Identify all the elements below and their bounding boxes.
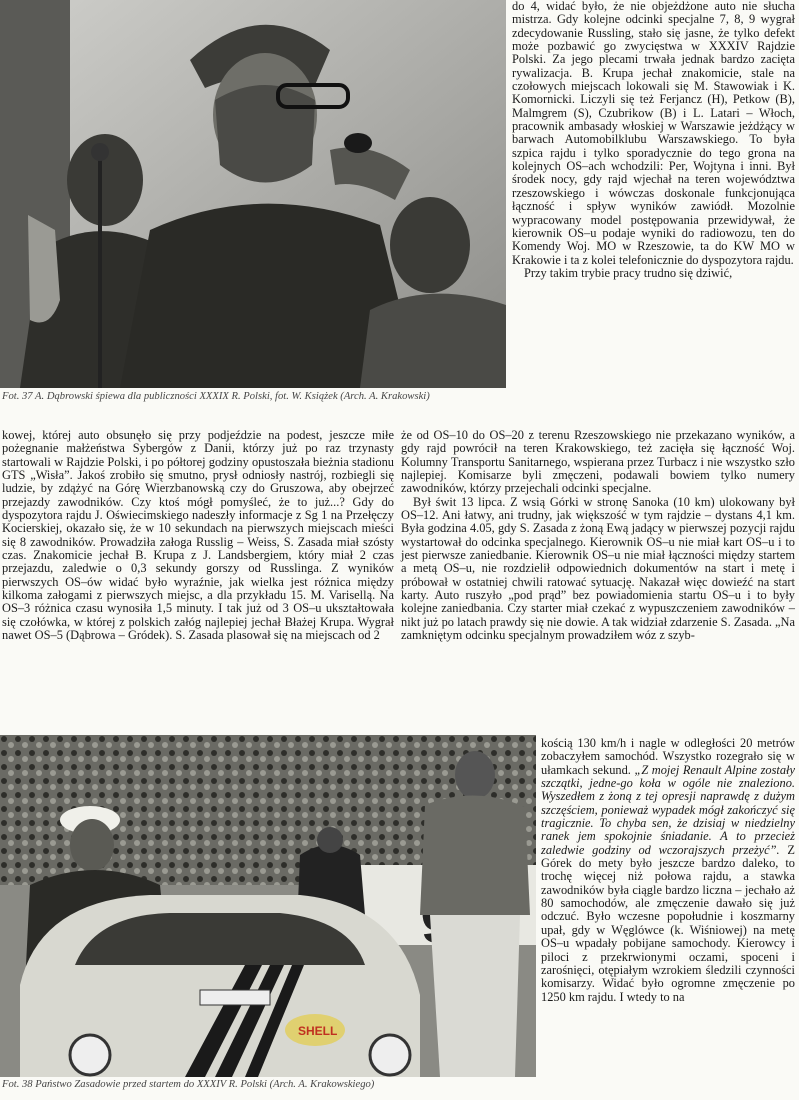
photo-caption: Fot. 38 Państwo Zasadowie przed startem do XXXIV R. Polski (Arch. A. Krakowskiego)	[2, 1079, 375, 1090]
text-run: kością 130 km/h i nagle w odległości 20 metrów zobaczyłem samochód. Wszystko rozegrało się w ułamkach sekund.	[541, 736, 795, 777]
paragraph: Przy takim trybie pracy trudno się dziwić,	[524, 265, 733, 280]
text-column-right-bottom	[541, 737, 795, 1004]
shell-logo-text: SHELL	[298, 1024, 338, 1038]
paragraph	[541, 737, 795, 1004]
text-column-right-top	[512, 0, 795, 280]
paragraph: że od OS–10 do OS–20 z terenu Rzeszowskiego nie przekazano wyników, a gdy rajd powrócił na teren Krakowskiego, też zacięła się łączność Woj. Kolumny Transportu Sanitarnego, wspierana przez Turbacz i nie wszystko szło najlepiej. Komisarze byli zmęczeni, podawali bowiem tylko numery zawodników, którzy przejechali odcinki specjalne.	[401, 428, 795, 496]
text-run: Z Górek do mety było jeszcze bardzo daleko, to trochę więcej niż połowa rajdu, a stawka zawodników była ciągle bardzo liczna – jechało aż 80 samochodów, ale zmęczenie dawało się już odczuć. Było wczesne popołudnie i koszmarny upał, gdy w Węglówce (k. Wiśniowej) na metę OS–u wpadały pobijane samochody. Kierowcy i piloci z przekrwionymi oczami, spoceni i zarośnięci, otępiałym wzrokiem śledzili czynności komisarzy. Widać było ogromne zmęczenie po 1250 km rajdu. I wtedy to na	[541, 842, 795, 1004]
text-column-left-middle	[2, 429, 394, 643]
photo-singer	[0, 0, 506, 388]
photo-rally-car	[0, 735, 536, 1077]
text-column-right-middle	[401, 429, 795, 643]
photo-caption: Fot. 37 A. Dąbrowski śpiewa dla publiczności XXXIX R. Polski, fot. W. Książek (Arch. A. Krakowski)	[2, 391, 430, 402]
paragraph: kowej, której auto obsunęło się przy podjeździe na podest, jeszcze miłe pożegnanie małżeństwa Sybergów z Danii, którzy już po raz trzynasty startowali w Rajdzie Polski, i po półtorej godziny opustoszała bieżnia stadionu GTS „Wisła”. Jakoś zrobiło się smutno, prysł odniosły nastrój, rozbiegli się ludzie, by zdążyć na Górę Wierzbanowską czy do Gruszowa, aby obejrzeć przejazdy zawodników. Czy ktoś mógł pomyśleć, że to już...? Gdy do dyspozytora rajdu J. Oświecimskiego nadeszły informacje z Sg 1 na Przełęczy Kocierskiej, okazało się, że w 10 sekundach na pierwszych miejscach mieści się 8 zawodników. Prowadziła załoga Russlig – Weiss, S. Zasada miał szósty czas. Znakomicie jechał B. Krupa z J. Landsbergiem, który miał 2 czas przejazdu, zaledwie o 0,3 sekundy gorszy od Russlinga. Z wyników pierwszych OS–ów widać było wyraźnie, jak wielka jest różnica między kilkoma załogami z pierwszych miejsc, a dla przykładu 15. M. Varisellą. Na OS–3 różnica czasu wynosiła 1,5 minuty. I tak już od 3 OS–u ukształtowała się czołówka, w której z polskich załóg najlepiej jechał Błażej Krupa. Wygrał nawet OS–5 (Dąbrowa – Gródek). S. Zasada plasował się na miejscach od 2	[2, 428, 394, 643]
paragraph: do 4, widać było, że nie objeżdżone auto nie słucha mistrza. Gdy kolejne odcinki specjalne 7, 8, 9 wygrał zdecydowanie Russling, stało się jasne, że tylko defekt może pozbawić go zwycięstwa w XXXIV Rajdzie Polski. Za jego plecami trwała jednak bardzo zacięta rywalizacja. B. Krupa jechał znakomicie, stale na czołowych miejscach lokowali się M. Stawowiak i K. Komornicki. Liczyli się też Ferjancz (H), Petkow (B), Malmgrem (S), Czubrikow (B) i L. Latari – Włoch, pracownik ambasady włoskiej w Warszawie jeżdżący w barwach Automobilklubu Warszawskiego. To była szpica rajdu i tylko sporadycznie do tego grona na kolejnych OS–ach wchodzili: Per, Wojtyna i inni. Był środek nocy, gdy rajd wjechał na teren województwa rzeszowskiego i wówczas doskonale funkcjonująca łączność i spływ wyników zawiódł. Mozolnie wypracowany model postępowania przewidywał, że kierownik OS–u podaje wyniki do radiowozu, ten do Komendy Woj. MO w Rzeszowie, ta do KW MO w Krakowie i ta z kolei telefonicznie do dyspozytora rajdu.	[512, 0, 795, 267]
quote-text: „Z mojej Renault Alpine zostały szczątki, jedne-go koła w ogóle nie znaleziono. Wyszedłem z żoną z tej opresji naprawdę z dużym szczęściem, ponieważ wypadek mógł zakończyć się tragicznie. To chyba sen, że dzisiaj w niedzielny ranek jem spokojnie śniadanie. A to przecież zaledwie godziny od wczorajszych przeżyć”.	[541, 762, 796, 857]
paragraph: Był świt 13 lipca. Z wsią Górki w stronę Sanoka (10 km) ulokowany był OS–12. Ani łatwy, ani trudny, jak większość w tym rajdzie – dystans 4,1 km. Była godzina 4.05, gdy S. Zasada z żoną Ewą jadący w pierwszej pozycji rajdu wystartował do odcinka specjalnego. Kierownik OS–u nie miał kart OS–u i to jest pierwsze zaniedbanie. Kierownik OS–u nie miał łączności między startem a metą OS–u, nie rozdzielił odpowiednich dokumentów na start i metę i próbował w ostatniej chwili ratować sytuację. Nakazał więc dowieźć na start karty. Auto ruszyło „pod prąd” bez powiadomienia startu OS–u i to były kolejne zaniedbania. Czy starter miał czekać z wypuszczeniem zawodników – nikt już po latach prawdy się nie dowie. A tak widział zdarzenie S. Zasada. „Na zamkniętym odcinku specjalnym prowadziłem wóz z szyb-	[401, 494, 795, 643]
